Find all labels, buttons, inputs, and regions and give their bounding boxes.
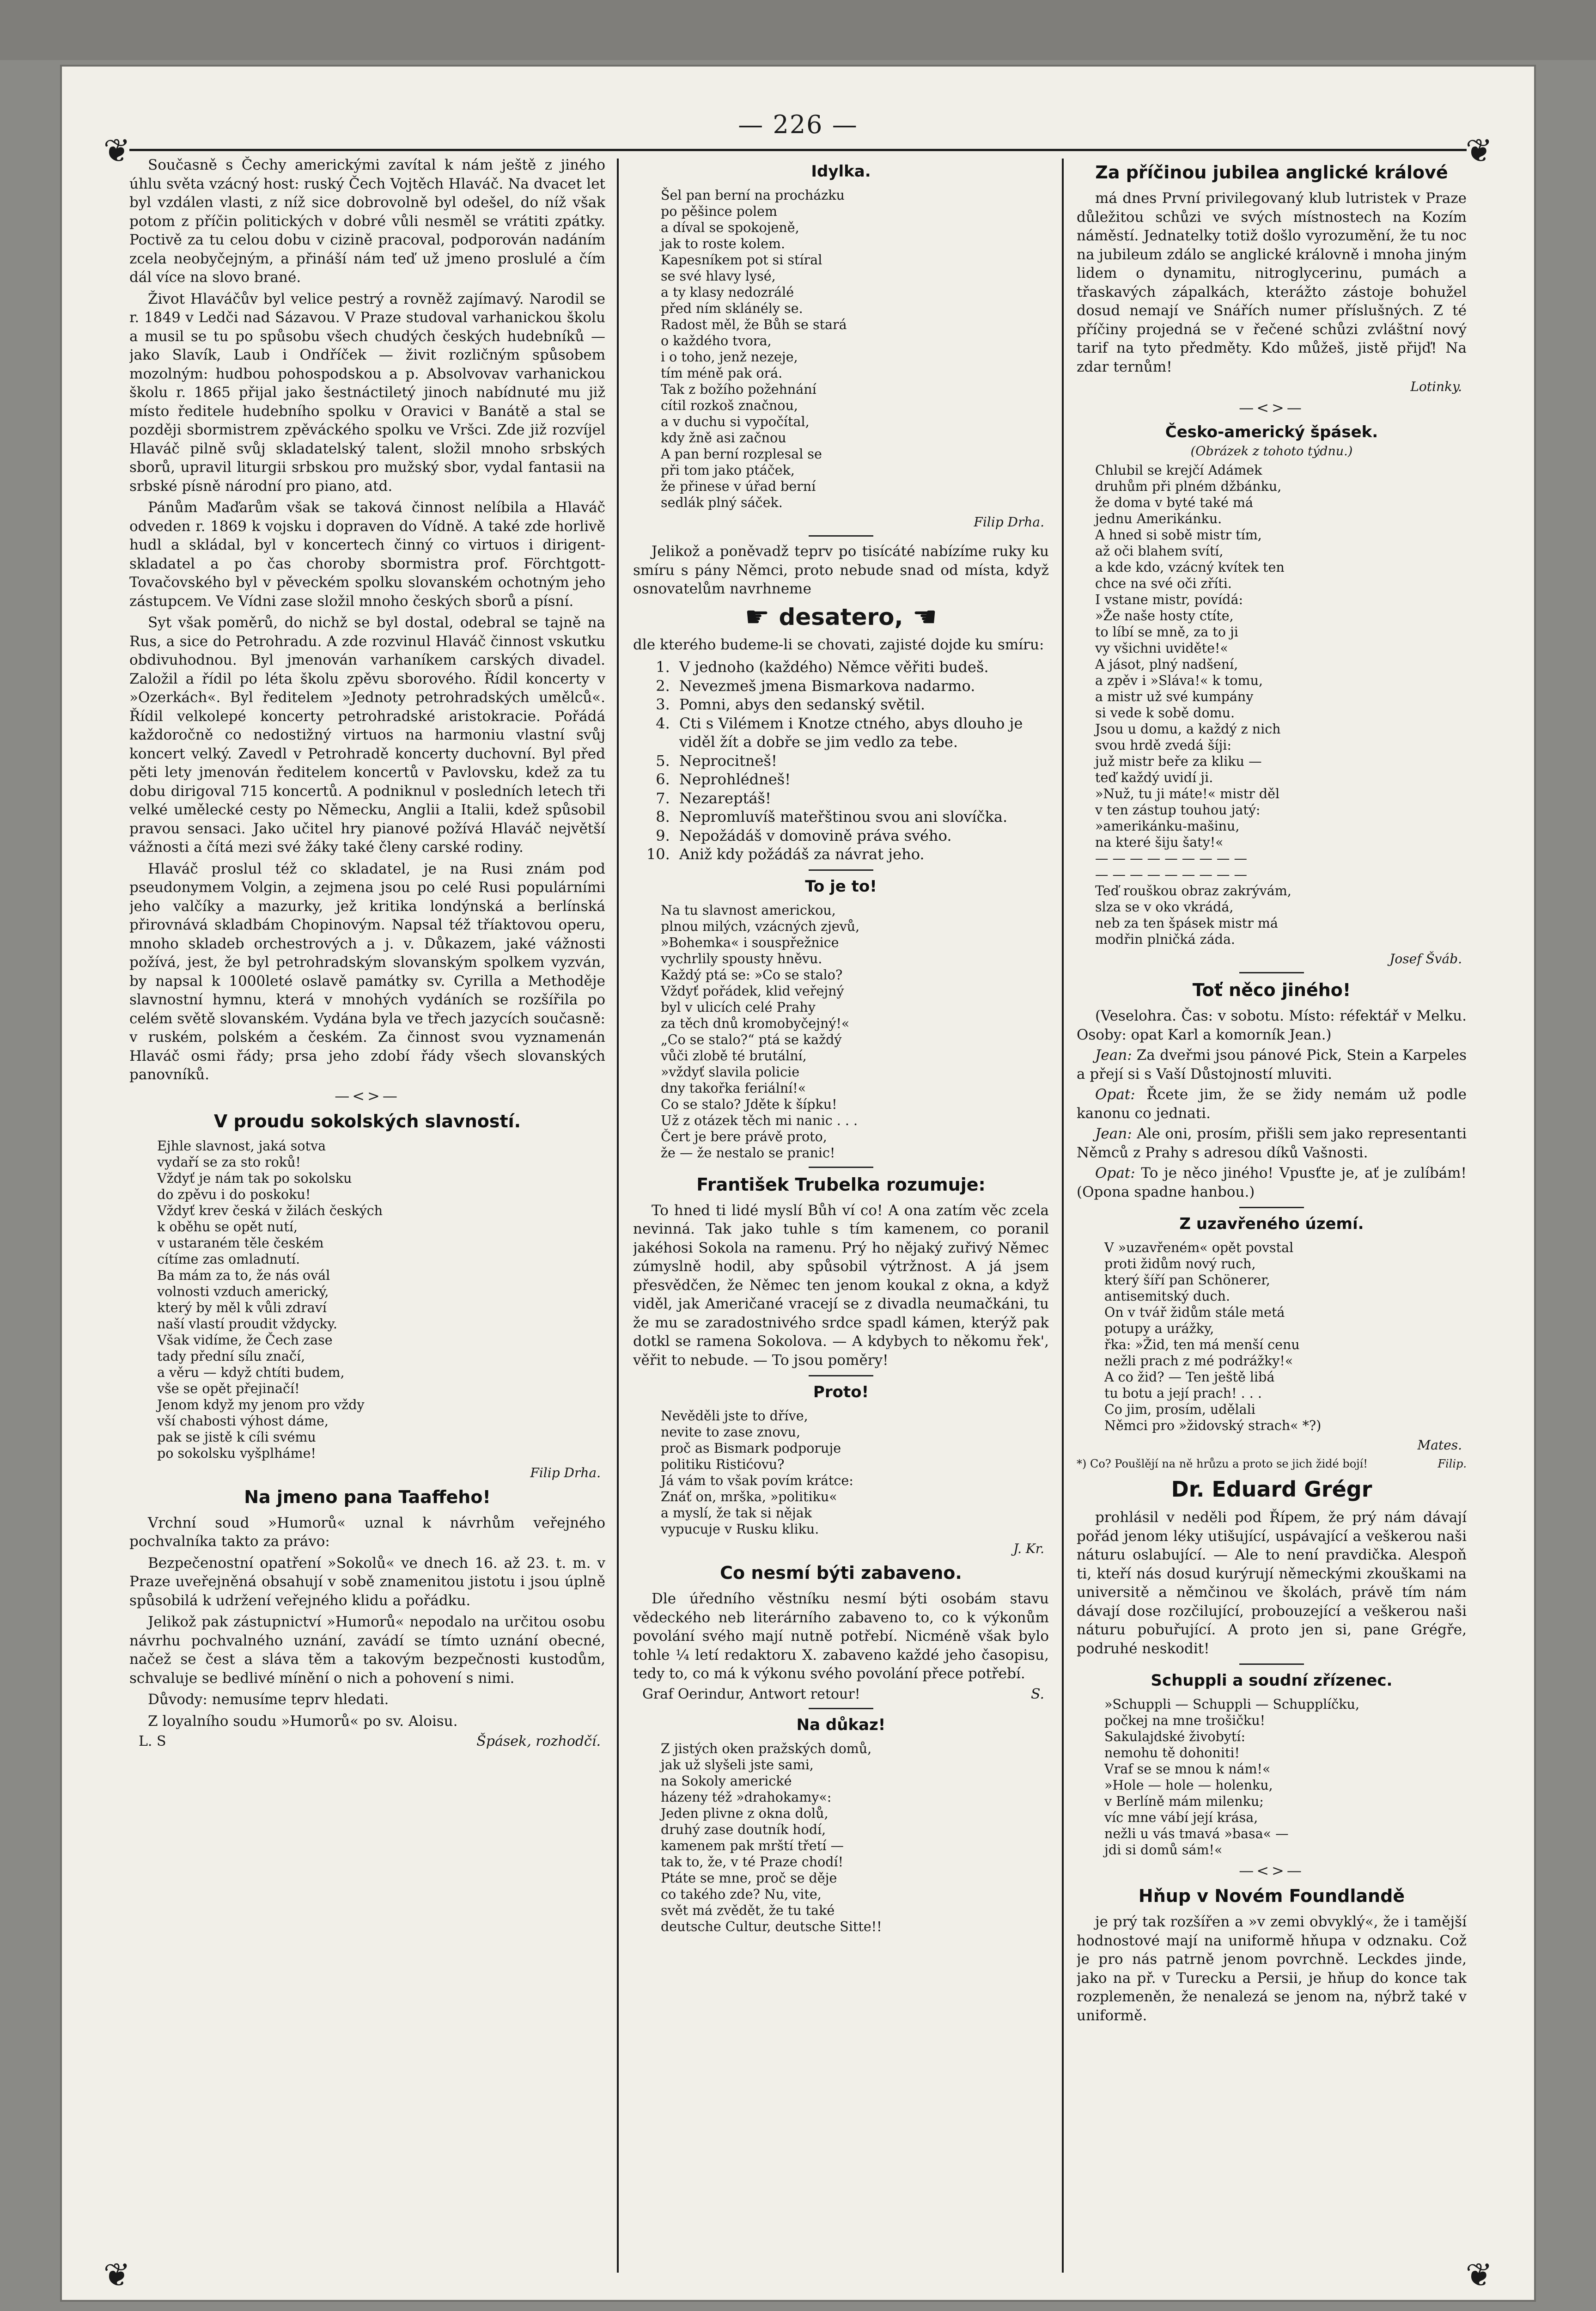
article-title: Z uzavřeného území. [1179, 1215, 1364, 1233]
article-paragraph: je prý tak rozšířen a »v zemi obvyklý«, že i tamější hodnostové mají na uniformě hňupa v odznaku. Což je pro nás patrně jenom povrchně. Leckdes jinde, jako na př. v Turecku a Persii, je hňup do konce tak rozplemeněn, že nenalezá se jenom na, nýbrž také v uniformě. [1077, 1914, 1467, 2024]
article-paragraph: Syt však poměrů, do nichž se byl dostal, odebral se tajně na Rus, a sice do Petrohradu. A zde rozvinul Hlaváč činnost vskutku obdivuhodnou. Byl jmenován varhaníkem carských divadel. Založil a řídil po léta školu zpěvu sborového. Řídil koncerty v »Ozerkách«. Byl ředitelem »Jednoty petrohradských umělců«. Řídil velkolepé koncerty petrohradské aristokracie. Pořádá každoročně co nedostižný virtuos na harmoniu vlastní svůj koncert velký. Zavedl v Petrohradě koncerty duchovní. Byl před pěti lety jmenován ředitelem koncertů v Pavlovsku, kdež za tu dobu dirigoval 715 koncertů. A podniknul v posledních letech tři velké umělecké cesty po Německu, Anglii a Italii, kdež spůsobil pravou sensaci. Jako učitel hry pianové požívá Hlaváč největší vážnosti a čítá mezi své žáky také členy carské rodiny. [129, 614, 605, 856]
corner-ornament-icon: ❦ [1465, 2256, 1493, 2294]
signature-line [642, 1686, 1044, 1702]
list-item: 8. Nepromluvíš mateřštinou svou ani slovíčka. [675, 807, 1049, 826]
author-signature: Filip Drha. [530, 1465, 601, 1480]
author-signature: Mates. [1417, 1437, 1462, 1453]
speaker-label: Opat: [1095, 1165, 1135, 1181]
speaker-label: Opat: [1095, 1086, 1135, 1103]
page-number: — 226 — [738, 110, 858, 139]
divider [1239, 1207, 1304, 1208]
divider [809, 1708, 873, 1709]
article-hlavac [129, 156, 605, 1084]
article-title: Toť něco jiného! [1192, 980, 1351, 1000]
section-ornament: —<>— [1239, 1862, 1304, 1879]
footnote [1077, 1457, 1467, 1470]
list-item: 1. V jednoho (každého) Němce věřiti budeš. [675, 658, 1049, 677]
article-title: desatero, [779, 603, 903, 630]
page-scan-top-edge [0, 0, 1596, 60]
poem-text: Ejhle slavnost, jaká sotva vydaří se za sto roků! Vždyť je nám tak po sokolsku do zpěvu i do poskoku! Vždyť krev česká v žilách českých k oběhu se opět nutí, v ustaraném těle českém cítíme zas omladnutí. Ba mám za to, že nás ovál volnosti vzduch americký, který by měl k vůli zdraví naší vlastí proudit vždycky. Však vidíme, že Čech zase tady přední sílu značí, a věru — když chtíti budem, vše se opět přejinačí! Jenom když my jenom pro vždy vší chabosti výhost dáme, pak se jistě k cíli svému po sokolsku vyšplháme! [157, 1138, 383, 1461]
poem-text: Nevěděli jste to dříve, nevite to zase znovu, proč as Bismark podporuje politiku Ristićovu? Já vám to však povím krátce: Znáť on, mrška, »politiku« a myslí, že tak si nějak vypucuje v Rusku kliku. [661, 1408, 853, 1537]
article-paragraph: Bezpečenostní opatření »Sokolů« ve dnech 16. až 23. t. m. v Praze uveřejněná obsahují v sobě znamenitou jistotu i jsou úplně spůsobilá k udržení veřejného klidu a pořádku. [129, 1554, 605, 1609]
corner-ornament-icon: ❦ [103, 2256, 131, 2294]
article-paragraph: Pánům Maďarům však se taková činnost nelíbila a Hlaváč odveden r. 1869 k vojsku i dopraven do Vídně. A také zde horlivě hudl a skládal, byl v koncertech činný co virtuos i dirigent-skladatel a po čas choroby sbormistra prof. Förchtgott-Tovačovského byl v pěveckém spolku slovanském ochotným jeho zástupcem. Ve Vídni zase složil mnoho českých sborů a písní. [129, 499, 605, 610]
desatero-heading [633, 600, 1049, 633]
poem-text: V »uzavřeném« opět povstal proti židům nový ruch, který šíří pan Schönerer, antisemitský duch. On v tvář židům stále metá potupy a urážky, řka: »Žid, ten má menší cenu nežli prach z mé podrážky!« A co žid? — Ten ještě libá tu botu a její prach! . . . Co jim, prosím, udělali Němci pro »židovský strach« *?) [1104, 1240, 1322, 1433]
dialogue-line [1077, 1007, 1467, 1044]
article-paragraph: Důvody: nemusíme teprv hledati. [148, 1691, 389, 1708]
article-title: Česko-americký špásek. [1165, 423, 1378, 441]
divider [1239, 1663, 1304, 1665]
article-paragraph: má dnes První privilegovaný klub lutristek v Praze důležitou schůzi ve svých místnostech na Kozím náměstí. Jednatelky totiž došlo vyrozumění, že tu noc na jubileum zdálo se anglické královně i mnoha jiným lidem o dynamitu, nitroglycerinu, pumách a třaskavých zápalkách, kterážto zástoje bohužel dosud nemají ve Snářích numer příslušných. Z té příčiny projedná se v řečené schůzi zvláštní nový tarif na tyto předměty. Kdo můžeš, jistě přijď! Na zdar ternům! [1077, 190, 1467, 375]
article-title: Co nesmí býti zabaveno. [720, 1563, 962, 1583]
article-title: Proto! [813, 1383, 869, 1401]
article-paragraph: dle kterého budeme-li se chovati, zajisté dojde ku smíru: [633, 636, 1044, 653]
article-title: Za příčinou jubilea anglické králové [1095, 162, 1448, 183]
article-title: Idylka. [811, 162, 871, 181]
speaker-label: Jean: [1095, 1125, 1132, 1142]
article-paragraph: Jelikož pak zástupnictví »Humorů« nepodalo na určitou osobu návrhu pochvalného uznání, zavádí se tímto uznání obecné, načež se čest a sláva těm a takovým bezpečnosti kustodům, schvaluje se bedlivé mínění o nich a pohovení s nimi. [129, 1614, 605, 1687]
author-signature: Filip Drha. [974, 514, 1044, 530]
divider [809, 1375, 873, 1376]
divider [809, 1167, 873, 1168]
article-paragraph: prohlásil v neděli pod Řípem, že prý nám dávají pořád jenom léky utišující, uspávající a veškerou naši náturu oslabující. — Ale to není pravdička. Alespoň ti, kteří nás dosud kurýrují německými zkouškami na universitě a němčinou ve školách, právě tím nám dávají dose rozčilující, probouzející a veškerou naši náturu pobuřující. A proto jen si, pane Grégře, podruhé neskodit! [1077, 1509, 1467, 1657]
footnote-author: Filip. [1438, 1457, 1467, 1470]
dialogue-text: Řcete jim, že se židy nemám už podle kanonu co jednati. [1077, 1086, 1467, 1122]
dialogue-text: (Veselohra. Čas: v sobotu. Místo: réfektář v Melku. Osoby: opat Karl a komorník Jean.) [1077, 1008, 1467, 1043]
list-item: 9. Nepožádáš v domovině práva svého. [675, 826, 1049, 845]
dialogue-block [1077, 1007, 1467, 1201]
article-title: František Trubelka rozumuje: [696, 1174, 986, 1195]
commandments-list [633, 658, 1049, 864]
divider [809, 869, 873, 871]
corner-ornament-icon: ❦ [1465, 132, 1493, 170]
list-item: 10. Aniž kdy požádáš za návrat jeho. [675, 845, 1049, 864]
author-initial: S. [1030, 1686, 1044, 1702]
divider [1239, 972, 1304, 973]
article-title: Na důkaz! [796, 1715, 886, 1734]
signature-line [139, 1733, 601, 1749]
poem-text: Chlubil se krejčí Adámek druhům při plném džbánku, že doma v byté také má jednu Amerikánku. A hned si sobě mistr tím, až oči blahem svítí, a kde kdo, vzácný kvítek ten chce na své oči zříti. I vstane mistr, povídá: »Že naše hosty ctíte, to líbí se mně, za to ji vy všichni uviděte!« A jásot, plný nadšení, a zpěv i »Sláva!« k tomu, a mistr už své kumpány si vede k sobě domu. Jsou u domu, a každý z nich svou hrdě zvedá šíji: juž mistr beře za kliku — teď každý uvidí ji. »Nuž, tu ji máte!« mistr děl v ten zástup touhou jatý: »amerikánku-mašinu, na které šiju šaty!« — — — — — — — — — — — — — — — — — — Teď rouškou obraz zakrývám, slza se v oko vkrádá, neb za ten špásek mistr má modřin plničká záda. [1095, 463, 1291, 947]
article-subtitle: (Obrázek z tohoto týdnu.) [1190, 444, 1353, 459]
dialogue-line [1077, 1164, 1467, 1201]
column-1 [129, 156, 605, 2273]
article-paragraph: Dle úředního věstníku nesmí býti osobám stavu vědeckého neb literárního zabaveno to, co k výkonům povolání svého mají nutně potřebí. Nicméně však bylo tohle ¼ letí redaktoru X. zabaveno každé jeho časopisu, tedy to, co má k výkonu svého povolání přece potřebí. [633, 1590, 1049, 1682]
list-item: 7. Nezareptáš! [675, 789, 1049, 808]
author-signature: Josef Šváb. [1389, 951, 1462, 966]
page-frame [103, 132, 1493, 2294]
poem-text: Z jistých oken pražských domů, jak už slyšeli jste sami, na Sokoly americké házeny též »drahokamy«: Jeden plivne z okna dolů, druhý zase doutník hodí, kamenem pak mrští třetí — tak to, že, v té Praze chodí! Ptáte se mne, proč se děje co takého zde? Nu, vite, svět má zvědět, že tu také deutsche Cultur, deutsche Sitte!! [661, 1741, 882, 1934]
seal-mark: L. S [139, 1733, 166, 1749]
dialogue-text: Za dveřmi jsou pánové Pick, Stein a Karpeles a přejí si s Vaší Důstojností mluviti. [1077, 1047, 1467, 1082]
section-ornament: —<>— [335, 1087, 400, 1105]
article-paragraph: Vrchní soud »Humorů« uznal k návrhům veřejného pochvalníka takto za právo: [129, 1514, 605, 1550]
author-signature: Špásek, rozhodčí. [476, 1733, 601, 1749]
author-signature: J. Kr. [1013, 1541, 1044, 1556]
article-paragraph: Hlaváč proslul též co skladatel, je na Rusi znám pod pseudonymem Volgin, a zejmena jsou po celé Rusi populárními jeho valčíky a mazurky, jež kritika londýnská a berlínská přirovnává skladbám Chopinovým. Napsal též tříaktovou operu, mnoho skladeb orchestrových a j. v. Důkazem, jaké vážnosti požívá, jest, že byl petrohradským slovanským spolkem vyzván, by napsal k 1000leté oslavě památky sv. Cyrilla a Methoděje slavnostní hymnu, která v mnohých vydáních se rozšířila po celém světě slovanském. Vydána byla ve třech jazycích současně: v ruském, polském a českém. Za činnost svou vyznamenán Hlaváč osmi řády; prsa jeho zdobí řády všech slovanských panovníků. [129, 860, 605, 1083]
dialogue-line [1077, 1046, 1467, 1083]
list-item: 3. Pomni, abys den sedanský světil. [675, 695, 1049, 714]
article-title: Na jmeno pana Taaffeho! [244, 1486, 491, 1507]
pointing-hand-right-icon: ☛ [744, 600, 770, 633]
author-signature: Graf Oerindur, Antwort retour! [642, 1686, 860, 1702]
list-item: 2. Nevezmeš jmena Bismarkova nadarmo. [675, 677, 1049, 696]
list-item: 6. Neprohlédneš! [675, 770, 1049, 789]
article-paragraph: Z loyalního soudu »Humorů« po sv. Aloisu. [148, 1712, 458, 1730]
list-item: 5. Neprocitneš! [675, 752, 1049, 770]
poem-text: Šel pan berní na procházku po pěšince polem a díval se spokojeně, jak to roste kolem. Kapesníkem pot si stíral se své hlavy lysé, a ty klasy nedozrálé před ním sklánély se. Radost měl, že Bůh se stará o každého tvora, i o toho, jenž nezeje, tím méně pak orá. Tak z božího požehnání cítil rozkoš značnou, a v duchu si vypočítal, kdy žně asi začnou A pan berní rozplesal se při tom jako ptáček, že přinese v úřad berní sedlák plný sáček. [661, 188, 847, 510]
dialogue-text: To je něco jiného! Vpusťte je, ať je zulíbám! (Opona spadne hanbou.) [1077, 1165, 1467, 1200]
article-title: To je to! [805, 877, 877, 896]
article-title: V proudu sokolských slavností. [213, 1111, 521, 1131]
newspaper-page [60, 65, 1536, 2302]
dialogue-line [1077, 1125, 1467, 1162]
footnote-text: *) Co? Poušlějí na ně hrůzu a proto se jich židé bojí! [1077, 1457, 1368, 1470]
author-signature: Lotinky. [1410, 379, 1462, 394]
section-ornament: —<>— [1239, 399, 1304, 416]
speaker-label: Jean: [1095, 1047, 1132, 1064]
pointing-hand-left-icon: ☚ [912, 600, 938, 633]
article-paragraph: Současně s Čechy americkými zavítal k nám ještě z jiného úhlu světa vzácný host: ruský Čech Vojtěch Hlaváč. Na dvacet let byl vzdálen vlasti, z níž sice dobrovolně byl odešel, do níž však potom z příčin politických v dobré vůli nesměl se vrátiti zpátky. Poctivě za tu celou dobu v cizině pracoval, podporován nadáním zcela neobyčejným, a přináší nám teď už jmeno proslulé a čím dál více na slovo brané. [129, 157, 605, 286]
dialogue-text: Ale oni, prosím, přišli sem jako representanti Němců z Prahy s adresou díků Vašnosti. [1077, 1125, 1467, 1161]
divider [809, 535, 873, 537]
column-rule [617, 159, 619, 2273]
corner-ornament-icon: ❦ [103, 132, 131, 170]
article-title: Schuppli a soudní zřízenec. [1151, 1671, 1393, 1690]
column-rule [1062, 159, 1064, 2273]
column-2 [633, 156, 1049, 2273]
poem-text: »Schuppli — Schuppli — Schupplíčku, počkej na mne trošičku! Sakulajdské živobytí: nemohu tě dohoniti! Vraf se se mnou k nám!« »Hole — hole — holenku, v Berlíně mám milenku; víc mne vábí její krása, nežli u vás tmavá »basa« — jdi si domů sám!« [1104, 1697, 1360, 1858]
poem-text: Na tu slavnost americkou, plnou milých, vzácných zjevů, »Bohemka« i souspřežnice vychrlily spousty hněvu. Každý ptá se: »Co se stalo? Vždyť pořádek, klid veřejný byl v ulicích celé Prahy za těch dnů kromobyčejný!« „Co se stalo?“ ptá se každý vůči zlobě té brutální, »vždyť slavila policie dny takořka feriální!« Co se stalo? Jděte k šípku! Už z otázek těch mi nanic . . . Čert je bere právě proto, že — že nestalo se pranic! [661, 902, 860, 1161]
article-paragraph: To hned ti lidé myslí Bůh ví co! A ona zatím věc zcela nevinná. Tak jako tuhle s tím kamenem, co poranil jakéhosi Sokola na ramenu. Prý ho nějaký zuřivý Němec zúmyslně hodil, aby spůsobil výtržnost. A já jsem přesvědčen, že Němec ten jenom koukal z okna, a když viděl, jak Američané vracejí se z divadla neumačkáni, tu že mu se zaradostnivého srdce spadl kámen, kterýž pak dotkl se ramena Sokolova. — A kdybych to někomu řek', věřit to nebude. — To jsou poměry! [633, 1202, 1049, 1369]
article-title: Hňup v Novém Foundlandě [1138, 1886, 1405, 1906]
column-3 [1077, 156, 1467, 2273]
article-paragraph: Život Hlaváčův byl velice pestrý a rovněž zajímavý. Narodil se r. 1849 v Ledči nad Sázavou. V Praze studoval varhanickou školu a musil se tu po spůsobu všech chudých českých hudebníků — jako Slavík, Laub i Ondříček — živit rozličným spůsobem mozolným: hudbou pohospodskou a p. Absolvovav varhanickou školu r. 1865 přijal jako šestnáctiletý jinoch nabídnuté mu již místo ředitele hudebního spolku v Oravici v Banátě a stal se později sbormistrem zpěváckého spolku ve Vršci. Zde již rozvíjel Hlaváč pilně svůj skladatelský talent, složil mnoho srbských sborů, upravil liturgii srbskou pro mužský sbor, vydal fantasii na srbské písně národní pro piano, atd. [129, 290, 605, 495]
article-title: Dr. Eduard Grégr [1171, 1477, 1372, 1502]
article-paragraph: Jelikož a poněvadž teprv po tisícáté nabízíme ruky ku smíru s pány Němci, proto nebude snad od místa, když osnovatelům navrhneme [633, 543, 1049, 597]
dialogue-line [1077, 1085, 1467, 1123]
list-item: 4. Cti s Vilémem i Knotze ctného, abys dlouho je viděl žít a dobře se jim vedlo za tebe. [675, 714, 1049, 752]
